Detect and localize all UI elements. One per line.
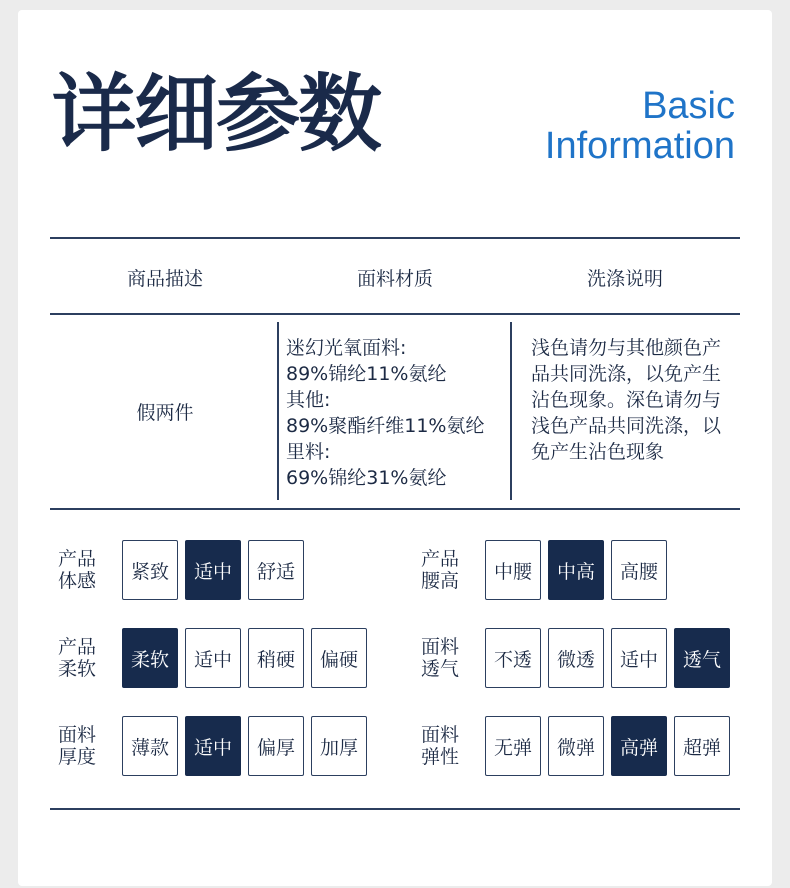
divider-table-bottom (50, 508, 740, 510)
feel-option-comfortable[interactable]: 舒适 (248, 540, 304, 600)
divider-header (50, 313, 740, 315)
breathability-option-slight[interactable]: 微透 (548, 628, 604, 688)
header-material: 面料材质 (356, 268, 433, 290)
feel-label (58, 548, 118, 592)
material-line: 迷幻光氧面料: (286, 337, 407, 359)
waist-label (421, 548, 481, 592)
softness-label (58, 636, 118, 680)
elasticity-label-line2: 弹性 (421, 746, 460, 768)
material-line: 89%聚酯纤维11%氨纶 (286, 415, 485, 437)
softness-label-line2: 柔软 (58, 658, 97, 680)
softness-option-moderate[interactable]: 适中 (185, 628, 241, 688)
thickness-label-line1: 面料 (58, 724, 97, 746)
breathability-label-line1: 面料 (421, 636, 460, 658)
product-description: 假两件 (136, 402, 194, 424)
material-line: 89%锦纶11%氨纶 (286, 363, 447, 385)
elasticity-option-super[interactable]: 超弹 (674, 716, 730, 776)
thickness-option-thin[interactable]: 薄款 (122, 716, 178, 776)
elasticity-option-high[interactable]: 高弹 (611, 716, 667, 776)
waist-option-high[interactable]: 高腰 (611, 540, 667, 600)
thickness-option-thick[interactable]: 加厚 (311, 716, 367, 776)
softness-option-slightly-hard[interactable]: 稍硬 (248, 628, 304, 688)
material-line: 69%锦纶31%氨纶 (286, 467, 447, 489)
divider-bottom (50, 808, 740, 810)
page-subtitle (545, 86, 735, 166)
elasticity-label (421, 724, 481, 768)
material-line: 里料: (286, 441, 331, 463)
breathability-option-moderate[interactable]: 适中 (611, 628, 667, 688)
breathability-label-line2: 透气 (421, 658, 460, 680)
softness-option-hard[interactable]: 偏硬 (311, 628, 367, 688)
material-info (286, 335, 521, 491)
elasticity-option-none[interactable]: 无弹 (485, 716, 541, 776)
thickness-label-line2: 厚度 (58, 746, 97, 768)
elasticity-label-line1: 面料 (421, 724, 460, 746)
feel-option-moderate[interactable]: 适中 (185, 540, 241, 600)
header-washing: 洗涤说明 (586, 268, 663, 290)
material-line: 其他: (286, 389, 331, 411)
waist-label-line2: 腰高 (421, 570, 460, 592)
divider-top (50, 237, 740, 239)
softness-label-line1: 产品 (58, 636, 97, 658)
subtitle-line-2: Information (544, 125, 735, 167)
breathability-option-none[interactable]: 不透 (485, 628, 541, 688)
thickness-option-moderate[interactable]: 适中 (185, 716, 241, 776)
feel-label-line1: 产品 (58, 548, 97, 570)
waist-option-mid-high[interactable]: 中高 (548, 540, 604, 600)
breathability-label (421, 636, 481, 680)
feel-option-tight[interactable]: 紧致 (122, 540, 178, 600)
waist-option-mid[interactable]: 中腰 (485, 540, 541, 600)
washing-instructions: 浅色请勿与其他颜色产品共同洗涤，以免产生沾色现象。深色请勿与浅色产品共同洗涤，以免产生沾色现象 (531, 337, 722, 463)
feel-label-line2: 体感 (58, 570, 97, 592)
waist-label-line1: 产品 (421, 548, 460, 570)
subtitle-line-1: Basic (642, 85, 735, 127)
header-description: 商品描述 (126, 268, 203, 290)
thickness-option-thickish[interactable]: 偏厚 (248, 716, 304, 776)
softness-option-soft[interactable]: 柔软 (122, 628, 178, 688)
page-title: 详细参数 (52, 65, 381, 163)
elasticity-option-slight[interactable]: 微弹 (548, 716, 604, 776)
thickness-label (58, 724, 118, 768)
breathability-option-breathable[interactable]: 透气 (674, 628, 730, 688)
